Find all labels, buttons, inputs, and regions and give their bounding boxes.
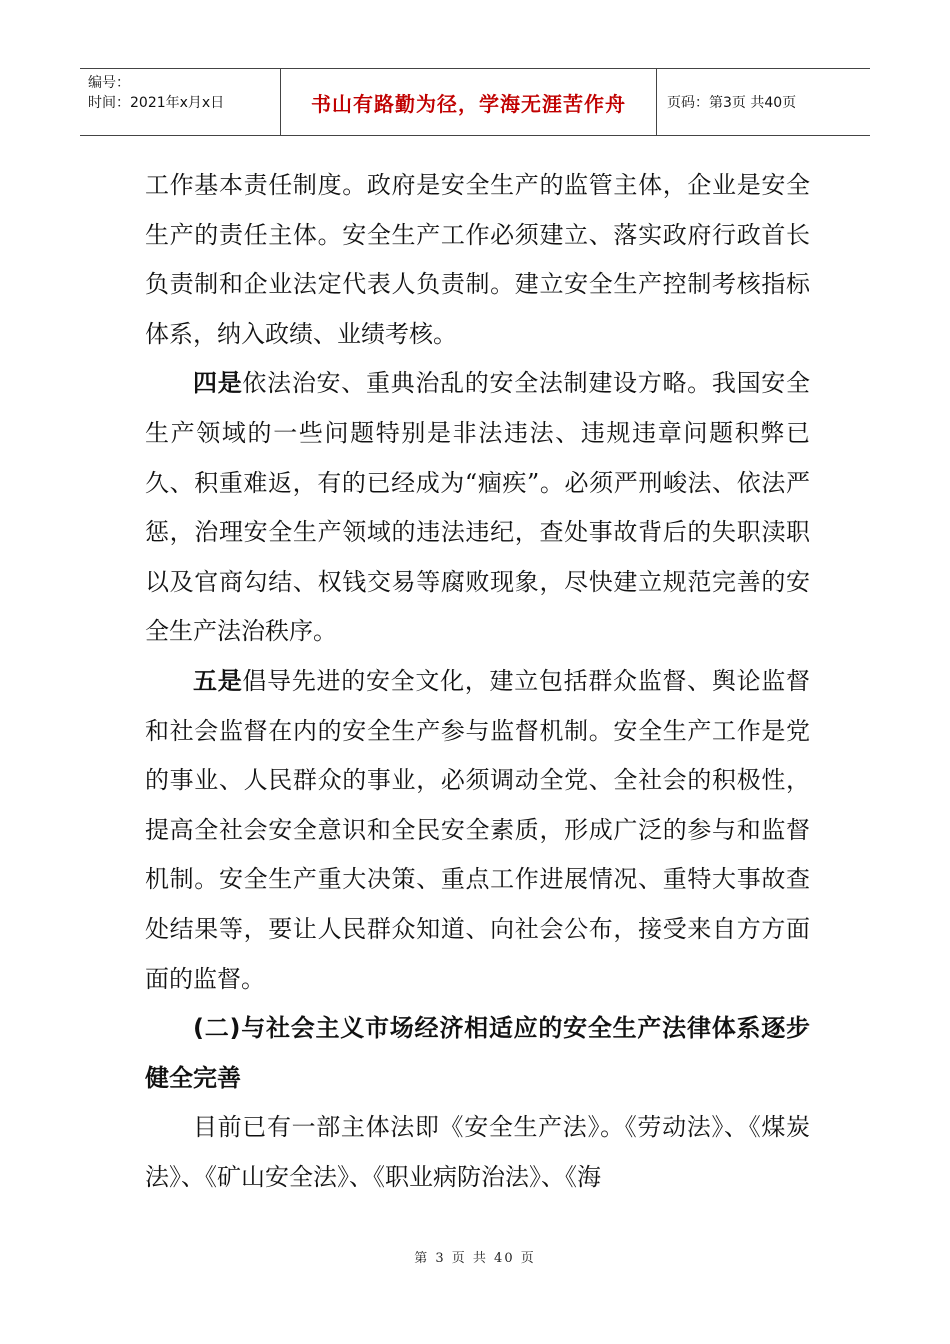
document-body — [145, 161, 810, 1202]
paragraph-1: 工作基本责任制度。政府是安全生产的监管主体，企业是安全生产的责任主体。安全生产工作必须建立、落实政府行政首长负责制和企业法定代表人负责制。建立安全生产控制考核指标体系，纳入政绩、业绩考核。 — [145, 171, 810, 348]
header-motto: 书山有路勤为径，学海无涯苦作舟 — [311, 91, 626, 116]
paragraph-2-lead: 四是 — [193, 369, 243, 398]
paragraph-3 — [145, 657, 810, 1004]
paragraph-2 — [145, 359, 810, 657]
page-header — [80, 68, 870, 136]
page-footer: 第 3 页 共 40 页 — [414, 1251, 536, 1266]
paragraph-2-text: 依法治安、重典治乱的安全法制建设方略。我国安全生产领域的一些问题特别是非法违法、违规违章问题积弊已久、积重难返，有的已经成为“痼疾”。必须严刑峻法、依法严惩，治理安全生产领域的违法违纪，查处事故背后的失职渎职以及官商勾结、权钱交易等腐败现象，尽快建立规范完善的安全生产法治秩序。 — [145, 369, 811, 646]
paragraph-3-lead: 五是 — [193, 666, 243, 695]
paragraph-4: 目前已有一部主体法即《安全生产法》。《劳动法》、《煤炭法》、《矿山安全法》、《职业病防治法》、《海 — [145, 1113, 810, 1191]
header-motto-cell — [281, 69, 657, 135]
header-page-info: 页码：第3页 共40页 — [667, 95, 797, 111]
header-meta — [80, 69, 281, 135]
paragraph-3-text: 倡导先进的安全文化，建立包括群众监督、舆论监督和社会监督在内的安全生产参与监督机制。安全生产工作是党的事业、人民群众的事业，必须调动全党、全社会的积极性，提高全社会安全意识和全民安全素质，形成广泛的参与和监督机制。安全生产重大决策、重点工作进展情况、重特大事故查处结果等，要让人民群众知道、向社会公布，接受来自方方面面的监督。 — [145, 666, 811, 993]
document-number-label: 编号： — [88, 75, 130, 91]
section-heading: (二)与社会主义市场经济相适应的安全生产法律体系逐步健全完善 — [145, 1014, 810, 1092]
document-time-label: 时间：2021年x月x日 — [88, 95, 225, 111]
